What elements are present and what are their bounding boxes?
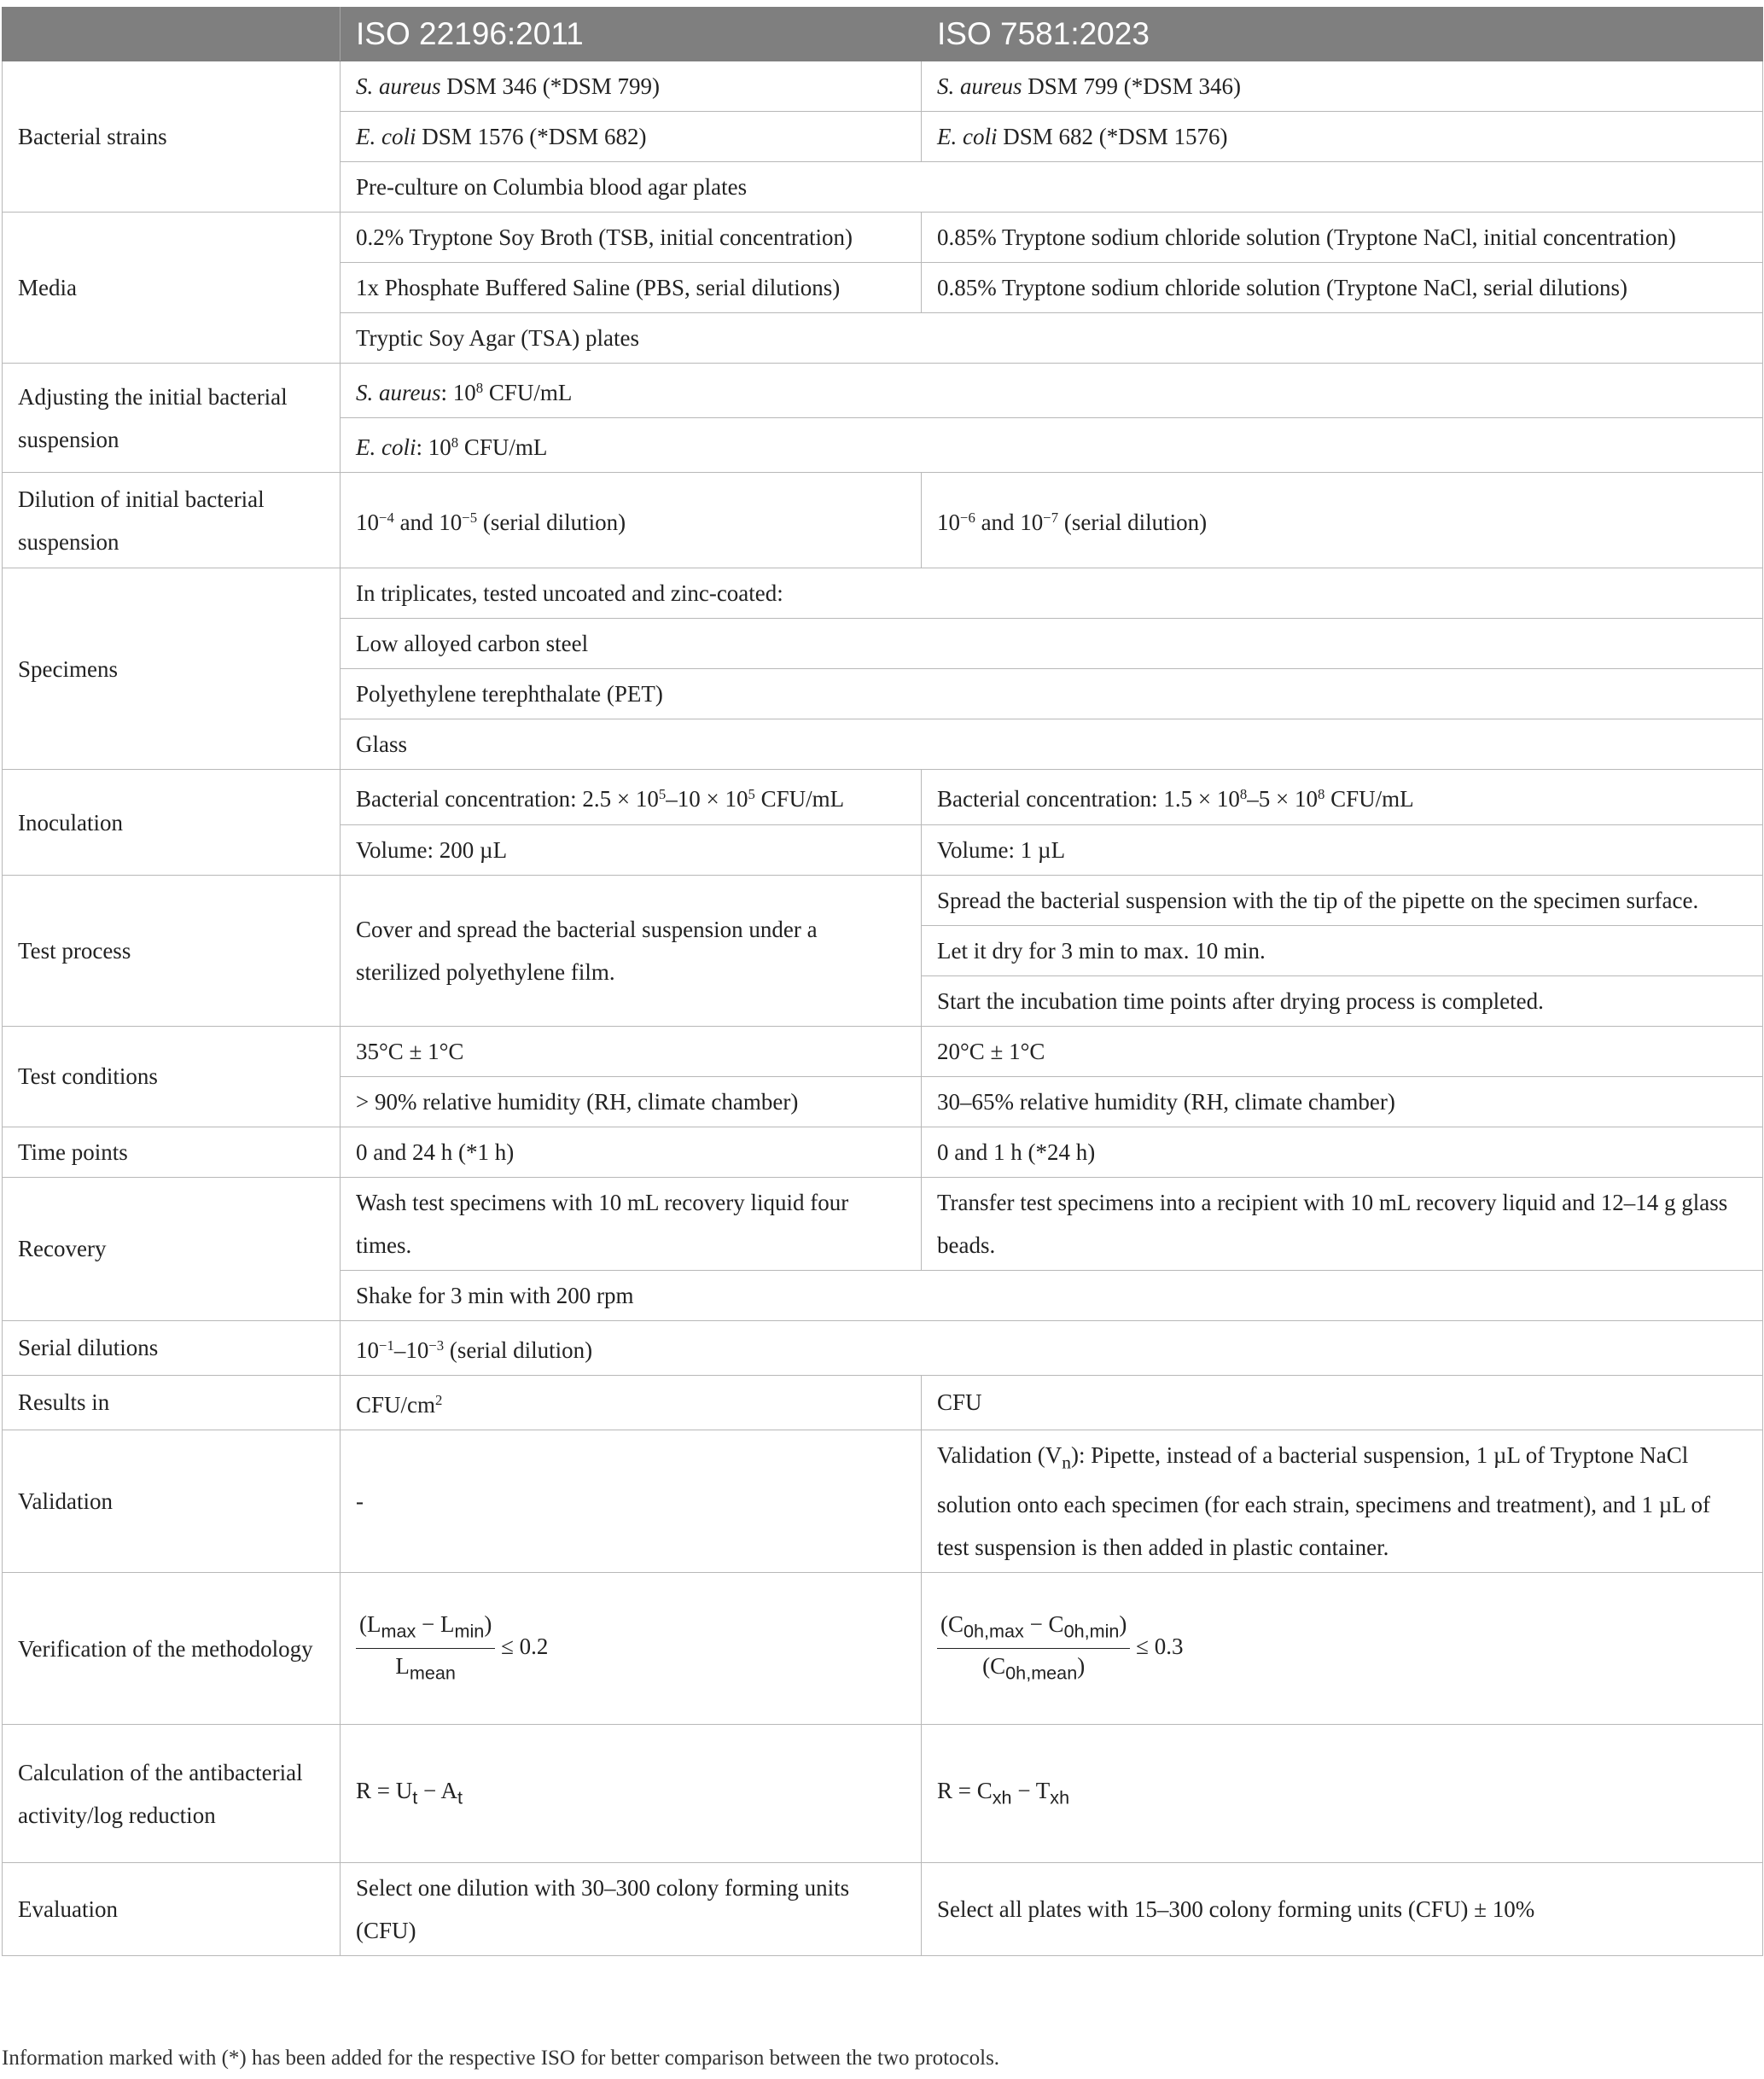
row-label-validation: Validation [3,1430,341,1573]
cell: S. aureus: $10^8$ CFU/mL [341,364,1763,418]
cell: Bacterial concentration: $1.5 \times 10^8-5 \times 10^8$ CFU/mL [922,770,1763,824]
header-blank-cell [3,8,341,61]
table-row [3,213,1763,263]
cell: $\frac{(L_{max} - L_{min})}{L_{mean}}$ ≤ 0.2 [341,1573,922,1725]
table-row [3,770,1763,824]
cell: Pre-culture on Columbia blood agar plates [341,162,1763,213]
table-row [3,61,1763,112]
cell: Wash test specimens with 10 mL recovery liquid four times. [341,1177,922,1270]
row-label-specimens: Specimens [3,568,341,770]
cell: Select all plates with 15–300 colony forming units (CFU) ± 10% [922,1863,1763,1956]
cell: 20°C ± 1°C [922,1026,1763,1076]
cell: Spread the bacterial suspension with the tip of the pipette on the specimen surface. [922,875,1763,925]
row-label-media: Media [3,213,341,364]
table-row [3,1863,1763,1956]
table-row [3,1127,1763,1177]
row-label-bacterial-strains: Bacterial strains [3,61,341,213]
table-row [3,1320,1763,1375]
cell: E. coli: $10^8$ CFU/mL [341,418,1763,473]
cell: CFU/$cm^2$ [341,1375,922,1430]
row-label-recovery: Recovery [3,1177,341,1320]
cell: Tryptic Soy Agar (TSA) plates [341,313,1763,364]
row-label-test-conditions: Test conditions [3,1026,341,1127]
cell: $10^{-6}$ and $10^{-7}$ (serial dilution) [922,473,1763,568]
cell: Glass [341,719,1763,770]
cell: 0 and 1 h (*24 h) [922,1127,1763,1177]
cell: S. aureus DSM 346 (*DSM 799) [341,61,922,112]
cell: - [341,1430,922,1573]
cell: Let it dry for 3 min to max. 10 min. [922,925,1763,975]
cell: 0.2% Tryptone Soy Broth (TSB, initial concentration) [341,213,922,263]
row-label-evaluation: Evaluation [3,1863,341,1956]
cell: In triplicates, tested uncoated and zinc-coated: [341,568,1763,619]
cell: Select one dilution with 30–300 colony forming units (CFU) [341,1863,922,1956]
cell: Polyethylene terephthalate (PET) [341,669,1763,719]
row-label-inoculation: Inoculation [3,770,341,875]
header-iso-7581: ISO 7581:2023 [922,8,1763,61]
cell: Transfer test specimens into a recipient with 10 mL recovery liquid and 12–14 g glass beads. [922,1177,1763,1270]
table-footnote: Information marked with (*) has been added for the respective ISO for better comparison between the two protocols. [2,2047,1000,2070]
row-label-dilution: Dilution of initial bacterial suspension [3,473,341,568]
cell: $R = C_{xh} - T_{xh}$ [922,1725,1763,1863]
table-row [3,1177,1763,1270]
cell: 0.85% Tryptone sodium chloride solution (Tryptone NaCl, serial dilutions) [922,263,1763,313]
cell: 0 and 24 h (*1 h) [341,1127,922,1177]
cell: > 90% relative humidity (RH, climate chamber) [341,1076,922,1127]
cell: CFU [922,1375,1763,1430]
header-iso-22196: ISO 22196:2011 [341,8,922,61]
row-label-verification: Verification of the methodology [3,1573,341,1725]
cell: $10^{-4}$ and $10^{-5}$ (serial dilution) [341,473,922,568]
cell: Volume: 1 µL [922,824,1763,875]
table-row [3,568,1763,619]
cell: $10^{-1}-10^{-3}$ (serial dilution) [341,1320,1763,1375]
fraction-formula: $\frac{(L_{max} - L_{min})}{L_{mean}}$ [356,1607,495,1691]
cell: 30–65% relative humidity (RH, climate chamber) [922,1076,1763,1127]
table-row [3,1573,1763,1725]
table-row [3,473,1763,568]
cell: 35°C ± 1°C [341,1026,922,1076]
cell: Start the incubation time points after drying process is completed. [922,975,1763,1026]
fraction-formula: $\frac{(C_{0h,max} - C_{0h,min})}{(C_{0h,mean})}$ [937,1607,1130,1691]
header-row [3,8,1763,61]
cell: S. aureus DSM 799 (*DSM 346) [922,61,1763,112]
table-row [3,364,1763,418]
row-label-time-points: Time points [3,1127,341,1177]
row-label-results-in: Results in [3,1375,341,1430]
cell: Cover and spread the bacterial suspension under a sterilized polyethylene film. [341,875,922,1026]
cell: Validation $(V_n)$: Pipette, instead of a bacterial suspension, 1 µL of Tryptone NaCl solution onto each specimen (for each strain, specimens and treatment), and 1 µL of test suspension is then added in plastic container. [922,1430,1763,1573]
cell: E. coli DSM 1576 (*DSM 682) [341,112,922,162]
row-label-serial-dilutions: Serial dilutions [3,1320,341,1375]
cell: Shake for 3 min with 200 rpm [341,1270,1763,1320]
row-label-test-process: Test process [3,875,341,1026]
comparison-table [2,7,1763,1956]
row-label-calculation: Calculation of the antibacterial activity/log reduction [3,1725,341,1863]
cell: E. coli DSM 682 (*DSM 1576) [922,112,1763,162]
table-row [3,1026,1763,1076]
table-row [3,1430,1763,1573]
cell: 0.85% Tryptone sodium chloride solution (Tryptone NaCl, initial concentration) [922,213,1763,263]
cell: Low alloyed carbon steel [341,619,1763,669]
cell: Volume: 200 µL [341,824,922,875]
cell: 1x Phosphate Buffered Saline (PBS, serial dilutions) [341,263,922,313]
cell: $\frac{(C_{0h,max} - C_{0h,min})}{(C_{0h,mean})}$ ≤ 0.3 [922,1573,1763,1725]
cell: Bacterial concentration: $2.5 \times 10^5-10 \times 10^5$ CFU/mL [341,770,922,824]
table-row [3,875,1763,925]
cell: $R = U_t - A_t$ [341,1725,922,1863]
row-label-adjusting: Adjusting the initial bacterial suspension [3,364,341,473]
table-row [3,1375,1763,1430]
table-row [3,1725,1763,1863]
